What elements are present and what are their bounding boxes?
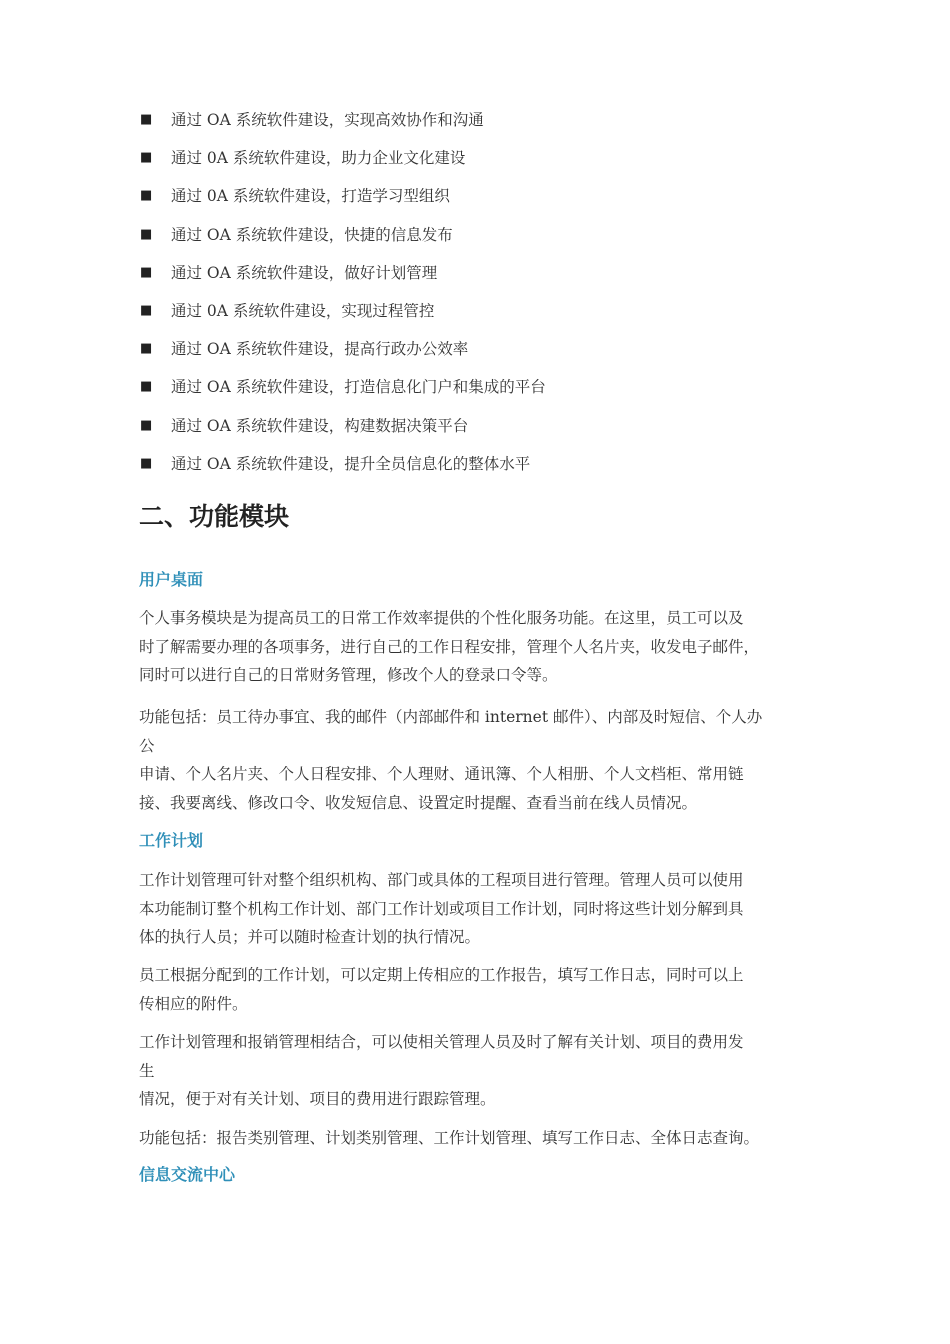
bullet-text: 通过 OA 系统软件建设，打造信息化门户和集成的平台 — [171, 378, 546, 397]
user-desktop-intro — [139, 604, 829, 690]
paragraph-line: 公 — [139, 736, 155, 755]
paragraph-line: 申请、个人名片夹、个人日程安排、个人理财、通讯簿、个人相册、个人文档柜、常用链 — [139, 765, 744, 783]
list-item — [140, 450, 840, 488]
paragraph-line: 个人事务模块是为提高员工的日常工作效率提供的个性化服务功能。在这里，员工可以及 — [139, 609, 744, 627]
work-plan-paragraph-2 — [139, 961, 829, 1018]
bullet-text: 通过 OA 系统软件建设，提升全员信息化的整体水平 — [171, 454, 531, 473]
square-bullet-icon: ■ — [140, 264, 153, 280]
paragraph-line: 传相应的附件。 — [139, 994, 248, 1013]
user-desktop-features — [139, 703, 829, 817]
paragraph-line: 功能包括：员工待办事宜、我的邮件（内部邮件和 internet 邮件）、内部及时短信、个人办 — [139, 708, 763, 726]
work-plan-heading: 工作计划 — [139, 831, 204, 850]
list-item — [140, 182, 840, 220]
list-item — [140, 373, 840, 411]
paragraph-line: 生 — [139, 1061, 155, 1080]
square-bullet-icon: ■ — [140, 302, 153, 318]
work-plan-paragraph-1 — [139, 866, 829, 952]
paragraph-line: 体的执行人员；并可以随时检查计划的执行情况。 — [139, 928, 481, 946]
paragraph-line: 功能包括：报告类别管理、计划类别管理、工作计划管理、填写工作日志、全体日志查询。 — [139, 1129, 760, 1147]
list-item — [140, 221, 840, 259]
bullet-text: 通过 OA 系统软件建设，提高行政办公效率 — [171, 340, 469, 359]
bullet-text: 通过 0A 系统软件建设，打造学习型组织 — [171, 187, 450, 206]
paragraph-line: 本功能制订整个机构工作计划、部门工作计划或项目工作计划，同时将这些计划分解到具 — [139, 899, 744, 918]
work-plan-paragraph-3 — [139, 1028, 829, 1114]
paragraph-line: 工作计划管理和报销管理相结合，可以使相关管理人员及时了解有关计划、项目的费用发 — [139, 1033, 744, 1051]
paragraph-line: 同时可以进行自己的日常财务管理，修改个人的登录口令等。 — [139, 666, 558, 684]
list-item — [140, 106, 840, 144]
user-desktop-heading: 用户桌面 — [139, 570, 204, 589]
square-bullet-icon: ■ — [140, 341, 153, 357]
work-plan-features — [139, 1124, 829, 1153]
bullet-text: 通过 0A 系统软件建设，实现过程管控 — [171, 301, 435, 320]
list-item — [140, 259, 840, 297]
square-bullet-icon: ■ — [140, 417, 153, 433]
bullet-text: 通过 OA 系统软件建设，做好计划管理 — [171, 263, 438, 282]
paragraph-line: 时了解需要办理的各项事务，进行自己的工作日程安排，管理个人名片夹，收发电子邮件， — [139, 637, 760, 656]
bullet-text: 通过 OA 系统软件建设，构建数据决策平台 — [171, 416, 469, 435]
list-item — [140, 412, 840, 450]
paragraph-line: 工作计划管理可针对整个组织机构、部门或具体的工程项目进行管理。管理人员可以使用 — [139, 871, 744, 889]
square-bullet-icon: ■ — [140, 226, 153, 242]
list-item — [140, 335, 840, 373]
list-item — [140, 297, 840, 335]
bullet-text: 通过 OA 系统软件建设，快捷的信息发布 — [171, 225, 453, 244]
square-bullet-icon: ■ — [140, 112, 153, 127]
goals-bullet-list — [140, 106, 840, 488]
bullet-text: 通过 0A 系统软件建设，助力企业文化建设 — [171, 149, 466, 168]
list-item — [140, 144, 840, 182]
square-bullet-icon: ■ — [140, 379, 153, 395]
bullet-text: 通过 OA 系统软件建设，实现高效协作和沟通 — [171, 111, 484, 129]
paragraph-line: 员工根据分配到的工作计划，可以定期上传相应的工作报告，填写工作日志，同时可以上 — [139, 966, 744, 984]
square-bullet-icon: ■ — [140, 188, 153, 204]
square-bullet-icon: ■ — [140, 150, 153, 166]
square-bullet-icon: ■ — [140, 455, 153, 471]
section-title: 二、功能模块 — [139, 502, 290, 531]
paragraph-line: 情况，便于对有关计划、项目的费用进行跟踪管理。 — [139, 1090, 496, 1108]
paragraph-line: 接、我要离线、修改口令、收发短信息、设置定时提醒、查看当前在线人员情况。 — [139, 793, 698, 812]
info-center-heading: 信息交流中心 — [139, 1165, 236, 1184]
